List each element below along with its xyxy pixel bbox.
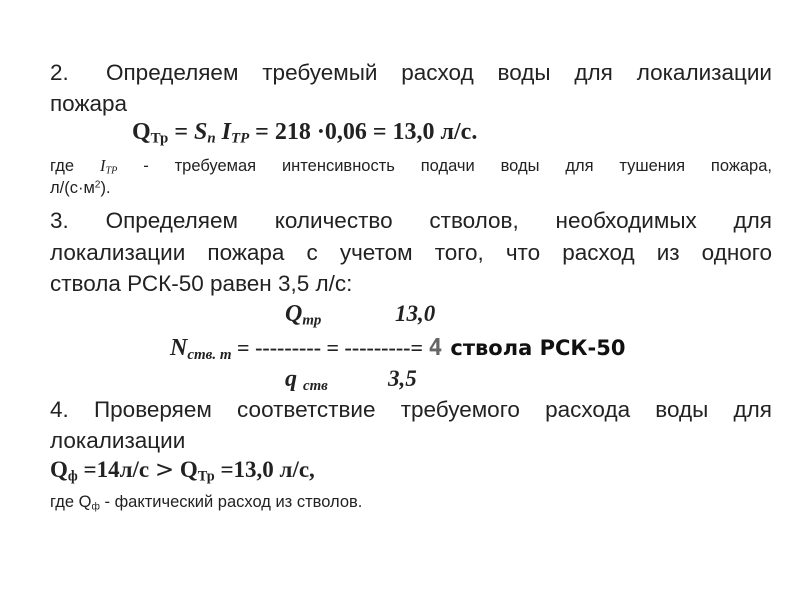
qf-value: =14л/с [77,457,155,482]
formula-result: = 218 ·0,06 = 13,0 л/с. [249,119,478,145]
qtr-subscript: Тр [197,468,215,485]
result-unit-text: ствола РСК-50 [450,336,626,360]
units-a: л/(с·м [50,179,95,197]
where-lead: где [50,157,100,175]
step3-line2: локализации пожара с учетом того, что расход из одного [50,240,772,265]
den-q-subscript: ств [303,377,328,394]
step4-where-lead: где Q [50,493,92,511]
i-subscript: ТР [230,130,250,147]
step4-compare [50,457,315,486]
q-symbol: Q [132,119,151,145]
step3-line1: 3. Определяем количество стволов, необходимых для [50,208,772,233]
step2-where-units [50,179,111,198]
step2-formula [132,119,477,148]
step4-where [50,493,362,513]
i-symbol: I [215,119,231,145]
step2-line1 [50,60,772,86]
step4-where-subscript: ф [91,501,100,513]
s-subscript: п [207,130,216,147]
step4-where-text: - фактический расход из стволов. [99,493,363,511]
qf-subscript: ф [67,468,78,485]
n-subscript: ств. т [187,346,232,363]
fraction-main-line [170,335,626,364]
s-symbol: S [194,119,208,145]
fraction-dashes: = --------- = ---------= [231,335,429,360]
where-i-subscript: ТР [105,165,118,177]
num-q-subscript: тр [302,312,322,329]
where-text: - требуемая интенсивность подачи воды для тушения пожара, [117,157,772,175]
qtr-value: =13,0 л/с, [214,457,315,482]
denominator-value: 3,5 [388,366,417,391]
qf-symbol: Q [50,457,68,482]
fraction-numerator [285,301,321,330]
q-subscript: Тр [150,130,169,147]
n-symbol: N [170,335,188,361]
fraction-denominator [285,366,328,395]
step2-where-line1 [50,156,772,177]
step2-number: 2. [50,60,69,85]
num-q-symbol: Q [285,301,303,327]
den-q-symbol: q [285,366,297,392]
units-b: ). [100,179,111,197]
step2-text: Определяем требуемый расход воды для локализации [106,60,772,85]
step4-line1: 4. Проверяем соответствие требуемого расхода воды для [50,397,772,422]
units-sup: 2 [94,179,101,191]
step2-line2: пожара [50,91,128,116]
result-value: 4 [428,335,443,361]
where-i-symbol: I [99,156,106,175]
formula-eq1: = [168,119,194,145]
numerator-value: 13,0 [395,301,436,326]
step3-line3: ствола РСК-50 равен 3,5 л/с: [50,271,353,296]
qtr-symbol: Q [174,457,198,482]
greater-than-sign: > [154,457,175,483]
step4-line2: локализации [50,428,186,453]
